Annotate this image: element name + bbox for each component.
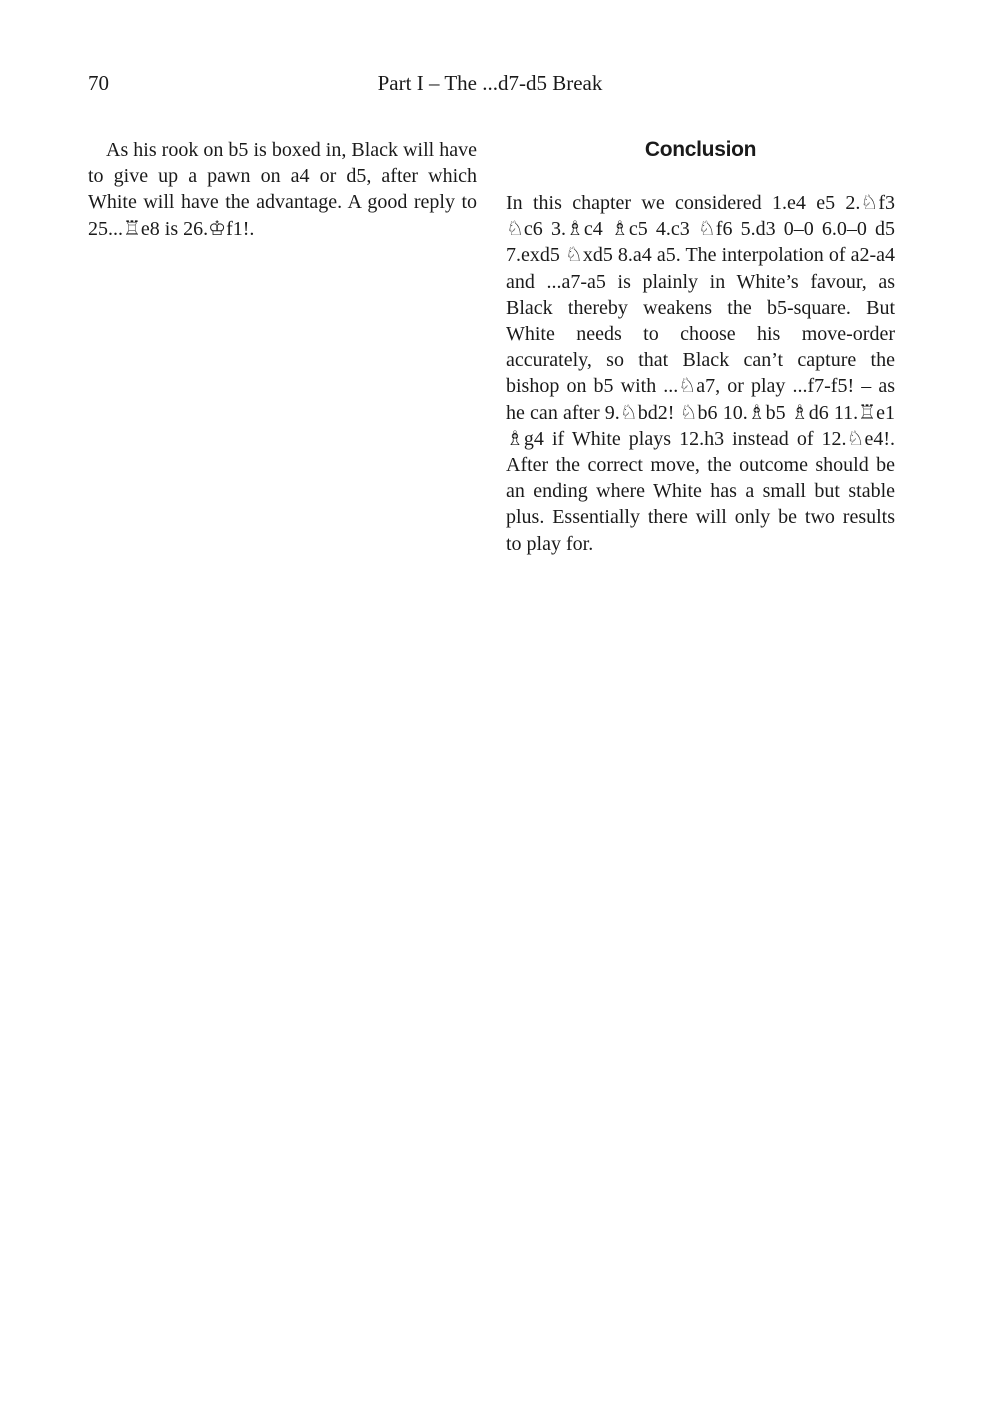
left-column: [88, 137, 477, 242]
running-header-title: Part I – The ...d7-d5 Break: [377, 71, 603, 95]
section-heading: Conclusion: [644, 138, 757, 161]
right-column: [506, 137, 895, 557]
page-number: 70: [88, 71, 109, 95]
body-paragraph: As his rook on b5 is boxed in, Black will have to give up a pawn on a4 or d5, after which White will have the advantage. A good reply to 25...♖e8 is 26.♔f1!.: [88, 139, 477, 240]
conclusion-paragraph: In this chapter we considered 1.e4 e5 2.♘f3 ♘c6 3.♗c4 ♗c5 4.c3 ♘f6 5.d3 0–0 6.0–0 d5 7.exd5 ♘xd5 8.a4 a5. The interpolation of a2-a4 and ...a7-a5 is plainly in White’s favour, as Black thereby weakens the b5-square. But White needs to choose his move-order accurately, so that Black can’t capture the bishop on b5 with ...♘a7, or play ...f7-f5! – as he can after 9.♘bd2! ♘b6 10.♗b5 ♗d6 11.♖e1 ♗g4 if White plays 12.h3 instead of 12.♘e4!. After the correct move, the outcome should be an ending where White has a small but stable plus. Essentially there will only be two results to play for.: [506, 192, 895, 555]
